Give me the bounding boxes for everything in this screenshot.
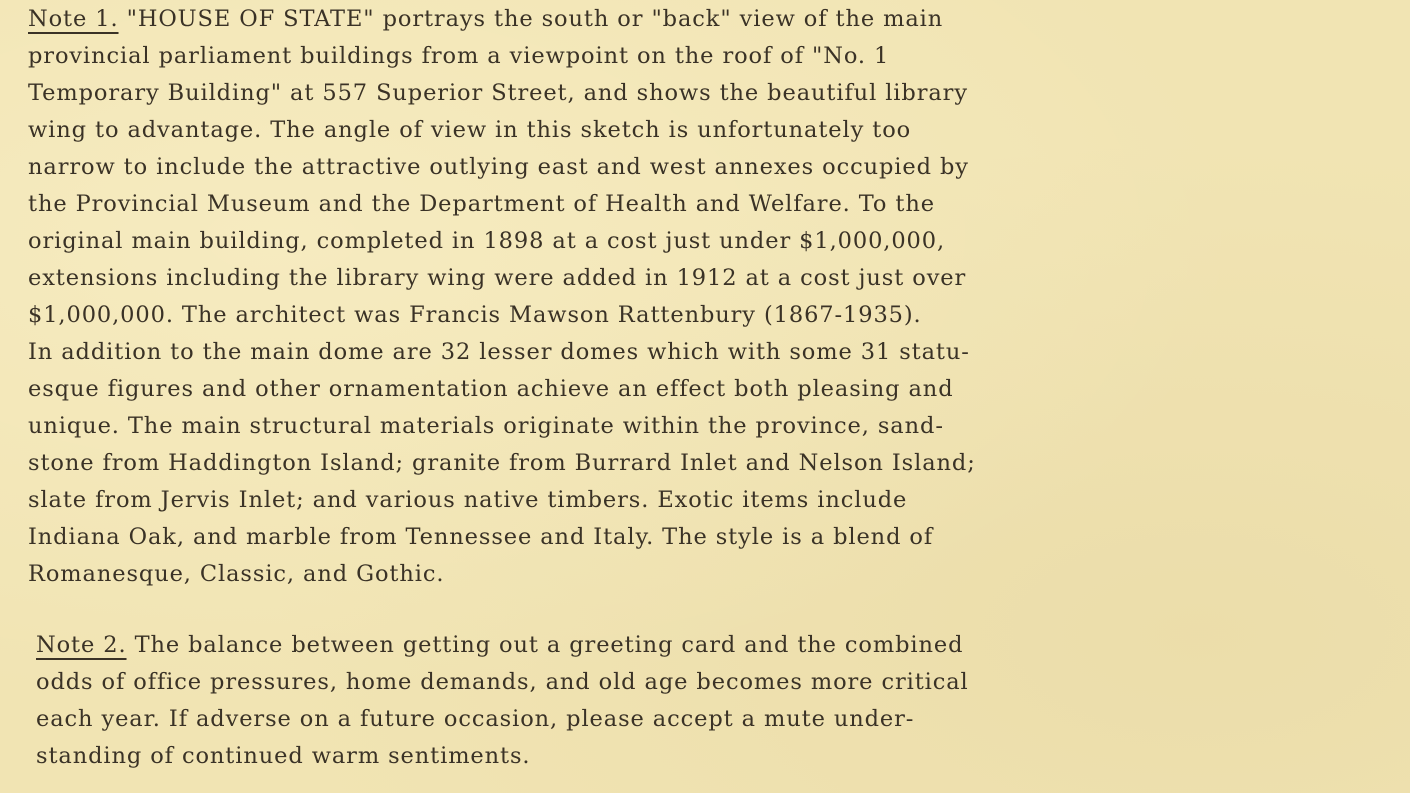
note-1-line-2: provincial parliament buildings from a viewpoint on the roof of "No. 1 xyxy=(28,43,890,69)
note-2-line-1 xyxy=(36,627,969,664)
note-1-line-3: Temporary Building" at 557 Superior Street, and shows the beautiful library xyxy=(28,80,968,106)
note-2 xyxy=(36,627,969,775)
note-1-label: Note 1. xyxy=(28,6,119,32)
note-1-line-14: slate from Jervis Inlet; and various native timbers. Exotic items include xyxy=(28,487,908,513)
note-1-line-5: narrow to include the attractive outlying east and west annexes occupied by xyxy=(28,154,969,180)
note-1-line-16: Romanesque, Classic, and Gothic. xyxy=(28,561,445,587)
note-1-line-10: In addition to the main dome are 32 lesser domes which with some 31 statu- xyxy=(28,339,970,365)
note-2-line-4: standing of continued warm sentiments. xyxy=(36,743,531,769)
note-2-label: Note 2. xyxy=(36,632,127,658)
note-1-line-11: esque figures and other ornamentation achieve an effect both pleasing and xyxy=(28,376,954,402)
note-1-line-8: extensions including the library wing were added in 1912 at a cost just over xyxy=(28,265,967,291)
note-1-line-12: unique. The main structural materials originate within the province, sand- xyxy=(28,413,944,439)
note-2-text: The balance between getting out a greeting card and the combined xyxy=(126,632,964,658)
note-1-line-9: $1,000,000. The architect was Francis Mawson Rattenbury (1867-1935). xyxy=(28,302,922,328)
note-1-line-15: Indiana Oak, and marble from Tennessee and Italy. The style is a blend of xyxy=(28,524,934,550)
note-1-line-1 xyxy=(28,1,976,38)
note-1 xyxy=(28,1,976,593)
note-1-line-6: the Provincial Museum and the Department of Health and Welfare. To the xyxy=(28,191,935,217)
note-1-line-13: stone from Haddington Island; granite from Burrard Inlet and Nelson Island; xyxy=(28,450,976,476)
note-2-line-3: each year. If adverse on a future occasion, please accept a mute under- xyxy=(36,706,915,732)
note-1-line-7: original main building, completed in 1898 at a cost just under $1,000,000, xyxy=(28,228,946,254)
note-2-line-2: odds of office pressures, home demands, and old age becomes more critical xyxy=(36,669,969,695)
note-1-text: "HOUSE OF STATE" portrays the south or "back" view of the main xyxy=(118,6,944,32)
note-1-line-4: wing to advantage. The angle of view in this sketch is unfortunately too xyxy=(28,117,912,143)
